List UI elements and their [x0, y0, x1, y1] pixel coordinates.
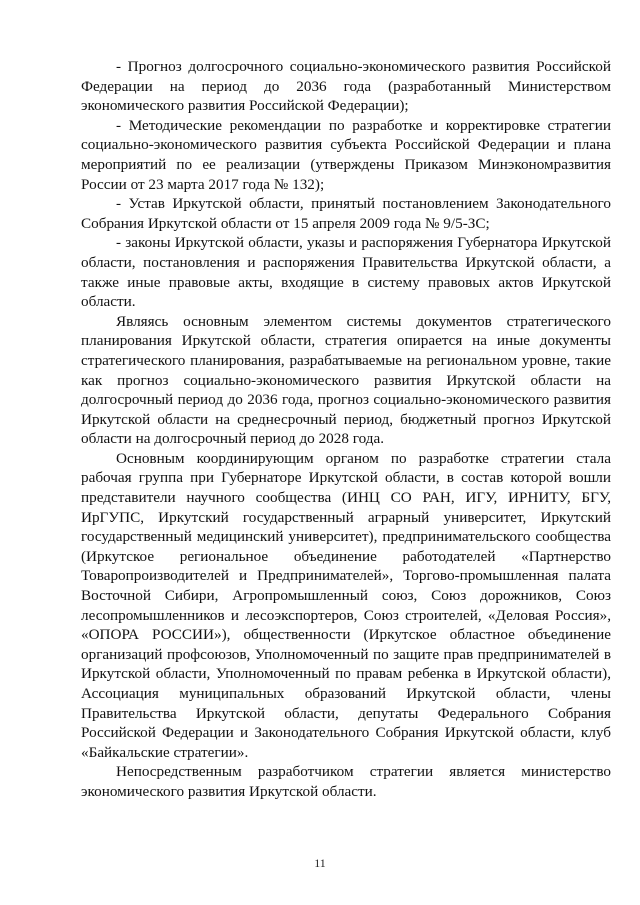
page-number: 11	[314, 856, 326, 870]
paragraph-working-group: Основным координирующим органом по разработке стратегии стала рабочая группа при Губернаторе Иркутской области, в состав которой вошли представители научного сообщества (ИНЦ СО РАН, ИГУ, ИРНИТУ, БГУ, ИрГУПС, Иркутский государственный аграрный университет, Иркутский государственный медицинский университет), предпринимательского сообщества (Иркутское региональное объединение работодателей «Партнерство Товаропроизводителей и Предпринимателей», Торгово-промышленная палата Восточной Сибири, Агропромышленный союз, Союз дорожников, Союз лесопромышленников и лесоэкспортеров, Союз строителей, «Деловая Россия», «ОПОРА РОССИИ»), общественности (Иркутское областное объединение организаций профсоюзов, Уполномоченный по защите прав предпринимателей в Иркутской области, Уполномоченный по правам ребенка в Иркутской области), Ассоциация муниципальных образований Иркутской области, члены Правительства Иркутской области, депутаты Федерального Собрания Российской Федерации и Законодательного Собрания Иркутской области, клуб «Байкальские стратегии».	[81, 449, 611, 761]
paragraph-regional-laws: - законы Иркутской области, указы и распоряжения Губернатора Иркутской области, постановления и распоряжения Правительства Иркутской области, а также иные правовые акты, входящие в систему правовых актов Иркутской области.	[81, 234, 611, 311]
paragraph-methodical-recommendations: - Методические рекомендации по разработке и корректировке стратегии социально-экономического развития субъекта Российской Федерации и плана мероприятий по ее реализации (утверждены Приказом Минэкономразвития России от 23 марта 2017 года № 132);	[81, 116, 611, 193]
document-body	[81, 57, 611, 802]
paragraph-strategic-planning: Являясь основным элементом системы документов стратегического планирования Иркутской области, стратегия опирается на иные документы стратегического планирования, разрабатываемые на региональном уровне, такие как прогноз социально-экономического развития Иркутской области на долгосрочный период до 2036 года, прогноз социально-экономического развития Иркутской области на среднесрочный период, бюджетный прогноз Иркутской области на долгосрочный период до 2028 года.	[81, 312, 611, 448]
paragraph-forecast-rf: - Прогноз долгосрочного социально-экономического развития Российской Федерации на период до 2036 года (разработанный Министерством экономического развития Российской Федерации);	[81, 58, 611, 115]
paragraph-charter: - Устав Иркутской области, принятый постановлением Законодательного Собрания Иркутской области от 15 апреля 2009 года № 9/5-ЗС;	[81, 195, 611, 232]
paragraph-developer: Непосредственным разработчиком стратегии является министерство экономического развития Иркутской области.	[81, 763, 611, 800]
